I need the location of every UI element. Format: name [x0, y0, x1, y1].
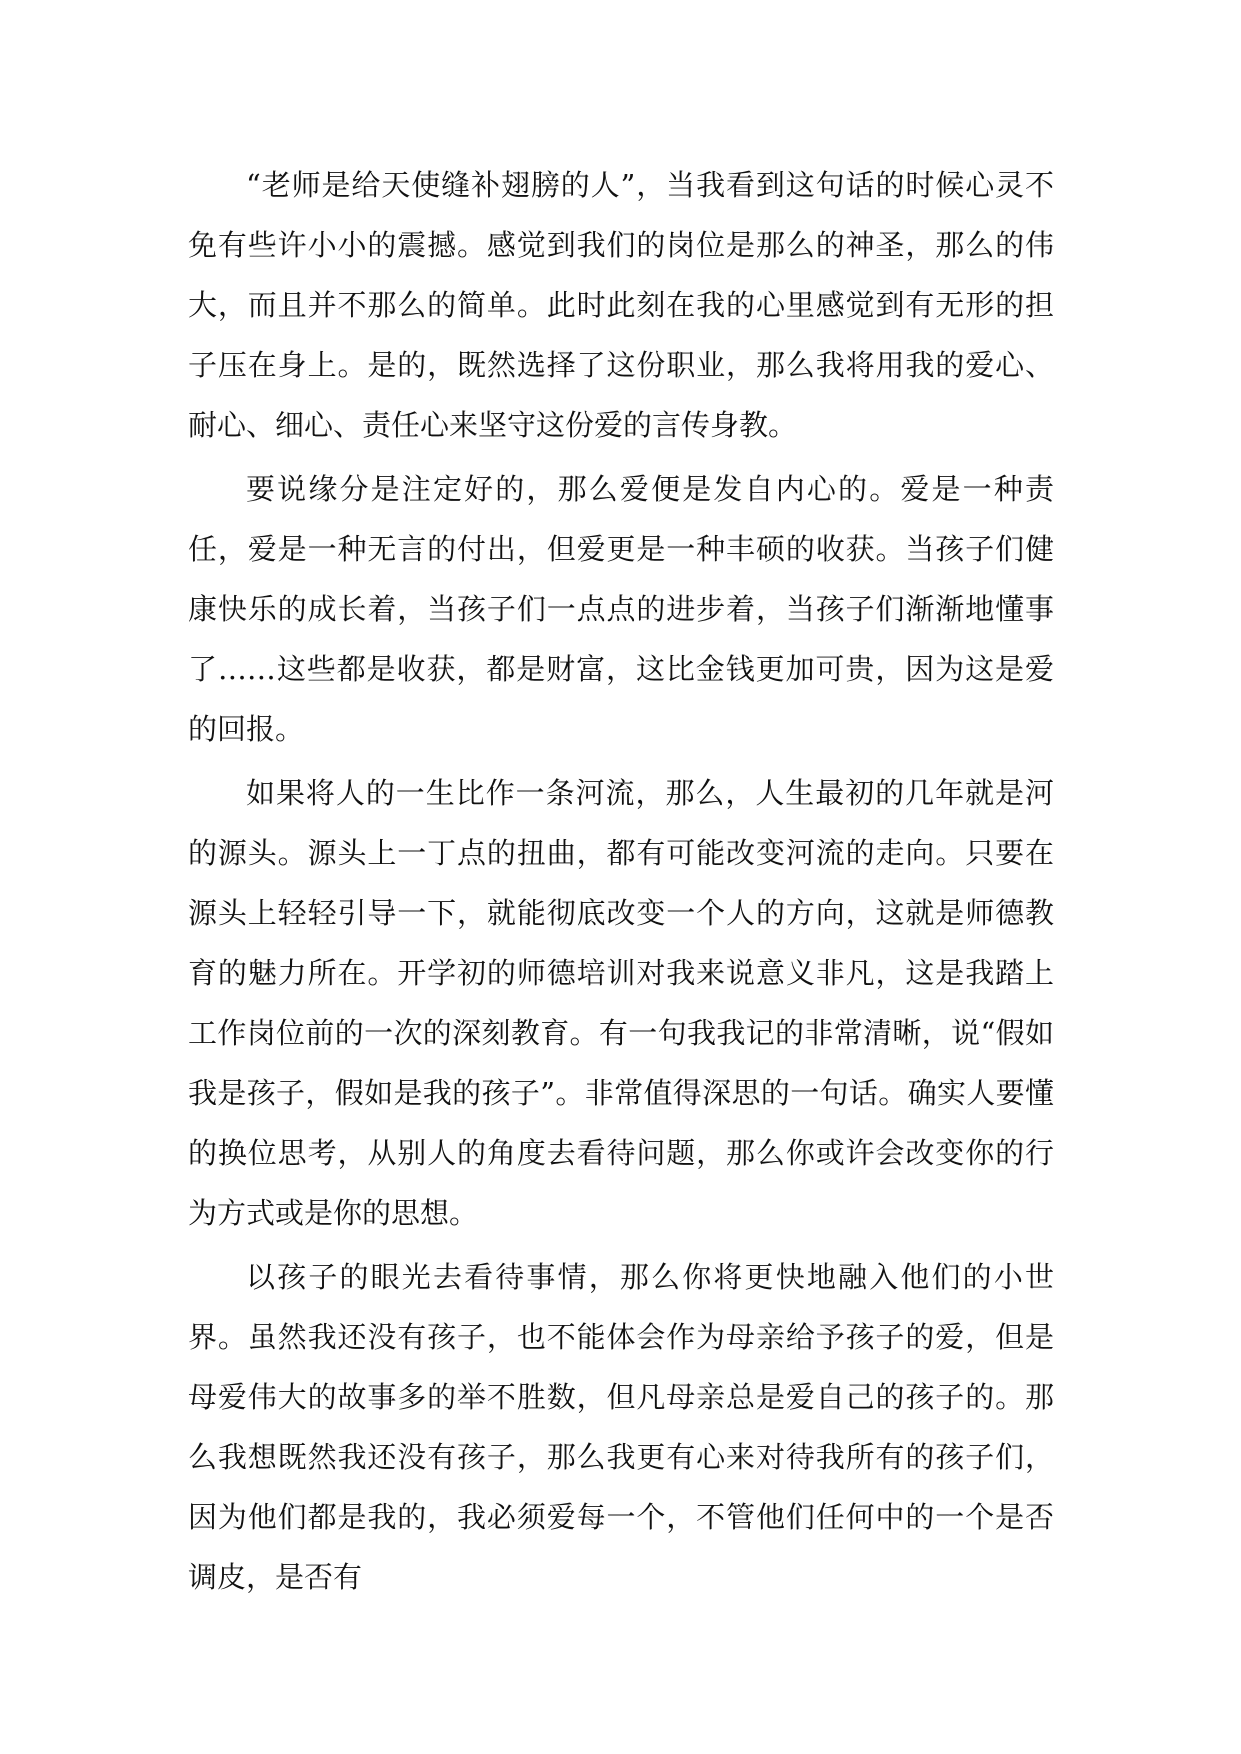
document-body	[188, 155, 1054, 1607]
paragraph-1: “老师是给天使缝补翅膀的人”，当我看到这句话的时候心灵不免有些许小小的震撼。感觉到我们的岗位是那么的神圣，那么的伟大，而且并不那么的简单。此时此刻在我的心里感觉到有无形的担子压在身上。是的，既然选择了这份职业，那么我将用我的爱心、耐心、细心、责任心来坚守这份爱的言传身教。	[188, 168, 1054, 442]
paragraph-2: 要说缘分是注定好的，那么爱便是发自内心的。爱是一种责任，爱是一种无言的付出，但爱更是一种丰硕的收获。当孩子们健康快乐的成长着，当孩子们一点点的进步着，当孩子们渐渐地懂事了……这些都是收获，都是财富，这比金钱更加可贵，因为这是爱的回报。	[188, 472, 1054, 746]
paragraph-3: 如果将人的一生比作一条河流，那么，人生最初的几年就是河的源头。源头上一丁点的扭曲，都有可能改变河流的走向。只要在源头上轻轻引导一下，就能彻底改变一个人的方向，这就是师德教育的魅力所在。开学初的师德培训对我来说意义非凡，这是我踏上工作岗位前的一次的深刻教育。有一句我我记的非常清晰，说“假如我是孩子，假如是我的孩子”。非常值得深思的一句话。确实人要懂的换位思考，从别人的角度去看待问题，那么你或许会改变你的行为方式或是你的思想。	[188, 776, 1054, 1230]
paragraph-4: 以孩子的眼光去看待事情，那么你将更快地融入他们的小世界。虽然我还没有孩子，也不能体会作为母亲给予孩子的爱，但是母爱伟大的故事多的举不胜数，但凡母亲总是爱自己的孩子的。那么我想既然我还没有孩子，那么我更有心来对待我所有的孩子们，因为他们都是我的，我必须爱每一个，不管他们任何中的一个是否调皮，是否有	[188, 1260, 1054, 1594]
